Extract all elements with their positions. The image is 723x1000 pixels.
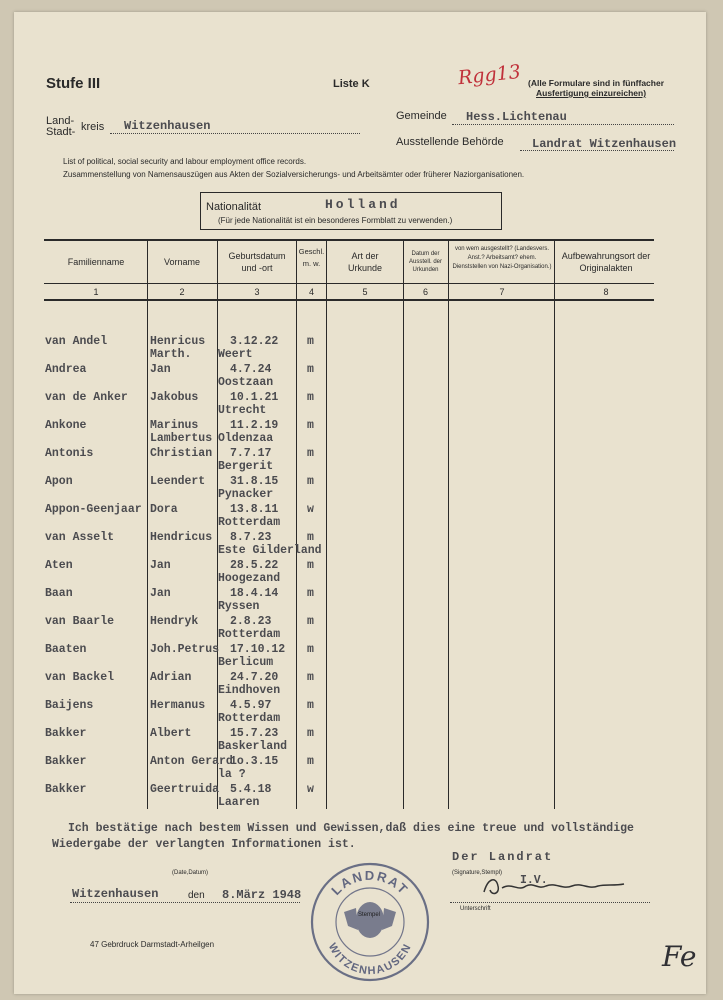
- family-name: Baan: [45, 587, 73, 600]
- column-divider: [326, 239, 327, 809]
- table-row: [0, 475, 692, 491]
- birth-place: Oldenzaa: [218, 432, 274, 445]
- birth-place: Baskerland: [218, 740, 288, 753]
- given-name: Albert: [150, 727, 192, 740]
- family-name: Apon: [45, 475, 73, 488]
- date-value: 8.März 1948: [222, 888, 302, 902]
- given-name: Dora: [150, 503, 178, 516]
- given-name: Marinus: [150, 419, 199, 432]
- table-row: [0, 783, 692, 799]
- kreis-value: Witzenhausen: [124, 119, 211, 133]
- sex: m: [307, 643, 314, 656]
- kreis-label: kreis: [81, 121, 105, 133]
- sex: m: [307, 391, 314, 404]
- birth-date: 15.7.23: [230, 727, 279, 740]
- printer-note: 47 Gebrdruck Darmstadt-Arheilgen: [90, 940, 215, 949]
- table-top-rule: [44, 239, 654, 241]
- sex: w: [307, 503, 314, 516]
- table-row: [0, 503, 692, 519]
- datum-label: (Date,Datum): [172, 870, 209, 876]
- city-value: Witzenhausen: [72, 887, 159, 901]
- birth-place: Este Gilderland: [218, 544, 322, 557]
- header-familienname: Familienname: [67, 257, 125, 267]
- family-name: van Backel: [45, 671, 115, 684]
- birth-place: Bergerit: [218, 460, 274, 473]
- family-name: Aten: [45, 559, 73, 572]
- given-name: Christian: [150, 447, 213, 460]
- birth-date: 2.8.23: [230, 615, 272, 628]
- sex: m: [307, 587, 314, 600]
- official-stamp: [308, 860, 432, 984]
- gemeinde-underline: [452, 124, 674, 125]
- nationality-label: Nationalität: [206, 201, 262, 213]
- family-name: van Asselt: [45, 531, 115, 544]
- given-name: Hendricus: [150, 531, 213, 544]
- given-name: Joh.Petrus: [150, 643, 220, 656]
- handwritten-initials: Fe: [662, 940, 697, 973]
- sex: m: [307, 419, 314, 432]
- family-name: Appon-Geenjaar: [45, 503, 142, 516]
- birth-date: 17.10.12: [230, 643, 286, 656]
- birth-place: Utrecht: [218, 404, 267, 417]
- table-row: [0, 671, 692, 687]
- sex: w: [307, 783, 314, 796]
- table-row: [0, 643, 692, 659]
- header-datum-ausstellung: Datum der Ausstell. der Urkunden: [408, 251, 442, 273]
- family-name: Ankone: [45, 419, 87, 432]
- sex: m: [307, 363, 314, 376]
- birth-date: 1o.3.15: [230, 755, 279, 768]
- column-number: 3: [254, 287, 260, 297]
- header-vorname: Vorname: [163, 257, 201, 267]
- given-name: Adrian: [150, 671, 192, 684]
- column-divider: [147, 239, 148, 809]
- table-row: [0, 699, 692, 715]
- sex: m: [307, 671, 314, 684]
- family-name: van Andel: [45, 335, 108, 348]
- birth-place: Berlicum: [218, 656, 274, 669]
- date-underline: [70, 902, 300, 903]
- header-art-der-urkunde: Art der Urkunde: [347, 251, 383, 273]
- birth-date: 28.5.22: [230, 559, 279, 572]
- birth-date: 5.4.18: [230, 783, 272, 796]
- birth-place: Ryssen: [218, 600, 260, 613]
- given-name: Hermanus: [150, 699, 206, 712]
- birth-place: Laaren: [218, 796, 260, 809]
- column-divider: [554, 239, 555, 809]
- family-name: van de Anker: [45, 391, 128, 404]
- birth-date: 18.4.14: [230, 587, 279, 600]
- sex: m: [307, 727, 314, 740]
- column-number: 8: [603, 287, 609, 297]
- birth-place: Rotterdam: [218, 712, 281, 725]
- column-number: 2: [179, 287, 185, 297]
- given-name: Jakobus: [150, 391, 199, 404]
- column-divider: [296, 239, 297, 809]
- description-german: Zusammenstellung von Namensauszügen aus Akten der Sozialversicherungs- und Arbeitsämter oder früherer Naziorganisationen.: [63, 170, 525, 179]
- family-name: Bakker: [45, 727, 87, 740]
- table-row: [0, 419, 692, 435]
- column-number: 4: [308, 287, 314, 297]
- birth-date: 11.2.19: [230, 419, 279, 432]
- given-name-continuation: Lambertus: [150, 432, 213, 445]
- column-number: 6: [422, 287, 428, 297]
- description-english: List of political, social security and labour employment office records.: [63, 157, 307, 166]
- den-label: den: [188, 890, 205, 901]
- gemeinde-value: Hess.Lichtenau: [466, 110, 567, 124]
- birth-date: 31.8.15: [230, 475, 279, 488]
- birth-place: Oostzaan: [218, 376, 274, 389]
- birth-date: 13.8.11: [230, 503, 279, 516]
- unterschrift-label: Unterschrift: [460, 906, 491, 912]
- iv-label: I.V.: [520, 874, 548, 887]
- confirmation-line1: Ich bestätige nach bestem Wissen und Gewissen,daß dies eine treue und vollständige: [68, 822, 634, 835]
- family-name: Baaten: [45, 643, 87, 656]
- given-name: Hendryk: [150, 615, 199, 628]
- sex: m: [307, 475, 314, 488]
- table-row: [0, 727, 692, 743]
- family-name: Bakker: [45, 755, 87, 768]
- behoerde-label: Ausstellende Behörde: [396, 136, 504, 148]
- landrat-title: Der Landrat: [452, 850, 554, 864]
- birth-place: Rotterdam: [218, 628, 281, 641]
- birth-date: 4.5.97: [230, 699, 272, 712]
- instruction-note-line1: (Alle Formulare sind in fünffacher: [528, 78, 665, 88]
- birth-date: 3.12.22: [230, 335, 279, 348]
- given-name: Henricus: [150, 335, 206, 348]
- behoerde-underline: [520, 150, 674, 151]
- birth-date: 24.7.20: [230, 671, 279, 684]
- column-number: 1: [93, 287, 99, 297]
- birth-place: Eindhoven: [218, 684, 281, 697]
- column-number: 5: [362, 287, 368, 297]
- birth-date: 7.7.17: [230, 447, 272, 460]
- birth-place: la ?: [218, 768, 246, 781]
- sex: m: [307, 699, 314, 712]
- family-name: Baijens: [45, 699, 94, 712]
- table-row: [0, 755, 692, 771]
- stamp-top-text: LANDRAT: [328, 867, 412, 898]
- signature-underline: [450, 902, 650, 903]
- table-row: [0, 447, 692, 463]
- confirmation-line2: Wiedergabe der verlangten Informationen ist.: [52, 838, 356, 851]
- birth-place: Rotterdam: [218, 516, 281, 529]
- stadt-label: Stadt-: [46, 126, 76, 138]
- birth-place: Weert: [218, 348, 253, 361]
- table-numbers-rule: [44, 299, 654, 301]
- given-name: Jan: [150, 559, 171, 572]
- behoerde-value: Landrat Witzenhausen: [532, 137, 677, 151]
- nationality-note: (Für jede Nationalität ist ein besonderes Formblatt zu verwenden.): [218, 216, 453, 225]
- land-stadt-label: [46, 116, 75, 138]
- given-name: Jan: [150, 587, 171, 600]
- stamp-bottom-text: WITZENHAUSEN: [325, 941, 415, 978]
- sex: m: [307, 559, 314, 572]
- liste-label: Liste K: [333, 78, 370, 90]
- given-name: Leendert: [150, 475, 206, 488]
- table-row: [0, 391, 692, 407]
- sex: m: [307, 447, 314, 460]
- column-divider: [448, 239, 449, 809]
- header-aufbewahrungsort: Aufbewahrungsort der Originalakten: [561, 251, 651, 273]
- table-row: [0, 615, 692, 631]
- instruction-note-line2: Ausfertigung einzureichen): [536, 88, 647, 98]
- sex: m: [307, 615, 314, 628]
- stufe-label: Stufe III: [46, 75, 101, 92]
- birth-date: 8.7.23: [230, 531, 272, 544]
- birth-place: Hoogezand: [218, 572, 281, 585]
- column-number: 7: [499, 287, 505, 297]
- table-row: [0, 587, 692, 603]
- table-row: [0, 335, 692, 351]
- table-header-rule: [44, 283, 654, 284]
- table-row: [0, 363, 692, 379]
- stamp-center-label: Stempel: [358, 912, 381, 918]
- given-name: Jan: [150, 363, 171, 376]
- birth-date: 10.1.21: [230, 391, 279, 404]
- nationality-value: Holland: [325, 197, 401, 212]
- birth-place: Pynacker: [218, 488, 274, 501]
- given-name-continuation: Marth.: [150, 348, 192, 361]
- table-row: [0, 559, 692, 575]
- header-von-wem: von wem ausgestellt? (Landesvers. Anst.? Arbeitsamt? ehem. Dienststellen von Nazi-Organisation.): [452, 246, 552, 270]
- given-name: Anton Gerard: [150, 755, 233, 768]
- sex: m: [307, 531, 314, 544]
- family-name: Antonis: [45, 447, 94, 460]
- family-name: Bakker: [45, 783, 87, 796]
- column-divider: [403, 239, 404, 809]
- kreis-underline: [110, 133, 360, 134]
- family-name: Andrea: [45, 363, 87, 376]
- given-name: Geertruida: [150, 783, 220, 796]
- gemeinde-label: Gemeinde: [396, 110, 447, 122]
- sex: m: [307, 335, 314, 348]
- handwritten-red-mark: Rgg13: [457, 60, 522, 90]
- stamp-eagle-emblem: [344, 902, 396, 938]
- signature-label: (Signature,Stempl): [452, 870, 503, 876]
- header-geschlecht: Geschl. m. w.: [298, 247, 325, 268]
- family-name: van Baarle: [45, 615, 115, 628]
- land-label: Land-: [46, 115, 75, 127]
- birth-date: 4.7.24: [230, 363, 272, 376]
- handwritten-signature: [478, 872, 628, 900]
- sex: m: [307, 755, 314, 768]
- header-geburtsdatum: Geburtsdatum und -ort: [228, 251, 286, 273]
- table-row: [0, 531, 692, 547]
